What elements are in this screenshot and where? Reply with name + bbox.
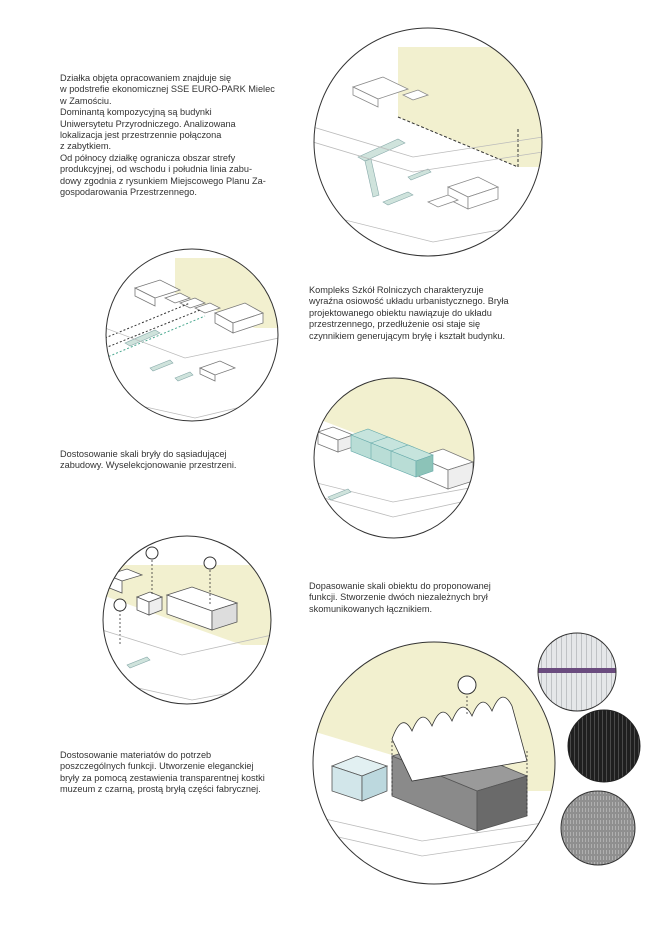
scale-adjustment-diagram [313,377,475,539]
museum-icon [458,676,476,694]
factory-icon [204,557,216,569]
black-corrugated-material-swatch [567,709,641,783]
glass-material-swatch [537,632,617,712]
urban-axis-diagram [105,248,279,422]
materials-diagram [312,641,556,885]
concrete-material-swatch [560,790,636,866]
description-scale-adjustment: Dostosowanie skali bryły do sąsiadującej zabudowy. Wyselekcjonowanie przestrzeni. [60,449,237,471]
site-location-diagram [313,27,543,257]
function-volumes-diagram [102,535,272,705]
museum-icon [146,547,158,559]
description-materials: Dostosowanie materiatów do potrzeb poszczególnych funkcji. Utworzenie eleganckiej bryły za pomocą zestawienia transparentnej kostki muzeum z czarną, prostą bryłą części fabrycznej. [60,750,265,795]
description-function-volumes: Dopasowanie skali obiektu do proponowanej funkcji. Stworzenie dwóch niezależnych brył skomunikowanych łącznikiem. [309,581,491,614]
description-site-location: Działka objęta opracowaniem znajduje się w podstrefie ekonomicznej SSE EURO-PARK Mielec w Zamościu. Dominantą kompozycyjną są budynki Uniwersytetu Przyrodniczego. Analizowana lokalizacja jest przestrzennie połączona z zabytkiem. Od północy działkę ogranicza obszar strefy produkcyjnej, od wschodu i południa linia zabu- dowy zgodnia z rysunkiem Miejscowego Planu Za- gospodarowania Przestrzennego. [60,73,275,198]
description-urban-axis: Kompleks Szkół Rolniczych charakteryzuje wyraźna osiowość układu urbanistycznego. Bryła projektowanego obiektu nawiązuje do układu przestrzennego, przedłużenie osi staje się czynnikiem generującym bryłę i kształt budynku. [309,285,509,341]
info-icon [114,599,126,611]
